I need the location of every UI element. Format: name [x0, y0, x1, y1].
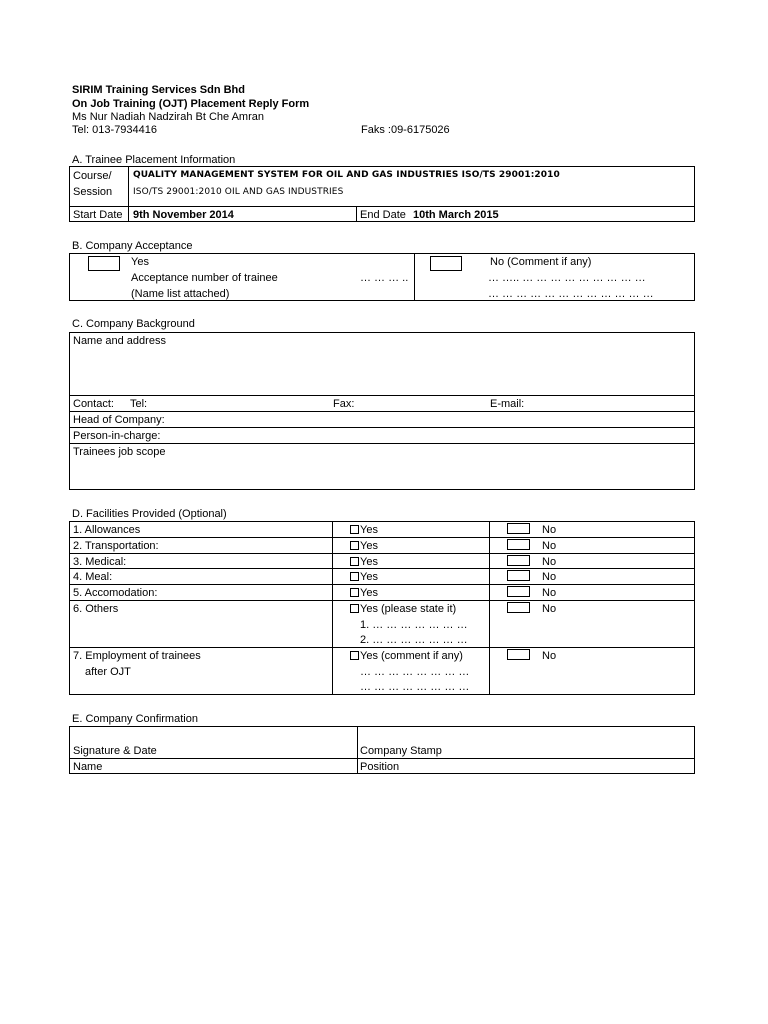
facility-label-others: 6. Others — [73, 603, 119, 615]
comment-line-1[interactable]: … ….. … … … … … … … … … — [488, 272, 646, 284]
fax-label: Fax: — [333, 398, 355, 410]
meal-no-label: No — [542, 571, 557, 583]
accomodation-no-checkbox[interactable] — [507, 586, 530, 597]
course-label: Course/ — [73, 170, 112, 182]
others-item-2[interactable]: 2. … … … … … … … — [360, 634, 468, 646]
transportation-no-checkbox[interactable] — [507, 539, 530, 550]
others-yes-checkbox[interactable] — [350, 604, 359, 613]
org-name: SIRIM Training Services Sdn Bhd — [72, 84, 245, 96]
others-yes-label: Yes (please state it) — [360, 603, 457, 615]
meal-yes-checkbox[interactable] — [350, 572, 359, 581]
section-b-title: B. Company Acceptance — [72, 240, 193, 252]
transportation-no-label: No — [542, 540, 557, 552]
company-stamp-label: Company Stamp — [360, 745, 442, 757]
accept-no-checkbox[interactable] — [430, 256, 462, 271]
accept-no-label: No (Comment if any) — [490, 256, 592, 268]
accomodation-yes-label: Yes — [360, 587, 378, 599]
transportation-yes-label: Yes — [360, 540, 378, 552]
name-label: Name — [73, 761, 103, 773]
employment-comment-2[interactable]: … … … … … … … … — [360, 681, 470, 693]
name-list-label: (Name list attached) — [131, 288, 230, 300]
session-label: Session — [73, 186, 113, 198]
transportation-yes-checkbox[interactable] — [350, 541, 359, 550]
name-address-label: Name and address — [73, 335, 166, 347]
allowances-no-checkbox[interactable] — [507, 523, 530, 534]
allowances-no-label: No — [542, 524, 557, 536]
medical-yes-checkbox[interactable] — [350, 557, 359, 566]
medical-no-checkbox[interactable] — [507, 555, 530, 566]
section-d-title: D. Facilities Provided (Optional) — [72, 508, 227, 520]
facility-label-employment: 7. Employment of trainees — [73, 650, 201, 662]
others-no-checkbox[interactable] — [507, 602, 530, 613]
section-e-title: E. Company Confirmation — [72, 713, 198, 725]
accept-yes-label: Yes — [131, 256, 149, 268]
facility-label-after-ojt: after OJT — [85, 666, 131, 678]
facility-label-medical: 3. Medical: — [73, 556, 127, 568]
employment-comment-1[interactable]: … … … … … … … … — [360, 666, 470, 678]
tel-label: Tel: — [130, 398, 148, 410]
acceptance-number-label: Acceptance number of trainee — [131, 272, 278, 284]
contact-name: Ms Nur Nadiah Nadzirah Bt Che Amran — [72, 111, 264, 123]
medical-yes-label: Yes — [360, 556, 378, 568]
course-value[interactable]: QUALITY MANAGEMENT SYSTEM FOR OIL AND GAS INDUSTRIES ISO/TS 29001:2010 — [133, 170, 560, 180]
contact-faks: Faks :09-6175026 — [361, 124, 450, 136]
meal-no-checkbox[interactable] — [507, 570, 530, 581]
start-date-label: Start Date — [73, 209, 123, 221]
meal-yes-label: Yes — [360, 571, 378, 583]
employment-yes-checkbox[interactable] — [350, 651, 359, 660]
accomodation-yes-checkbox[interactable] — [350, 588, 359, 597]
end-date-label: End Date — [360, 209, 406, 221]
session-value[interactable]: ISO/TS 29001:2010 OIL AND GAS INDUSTRIES — [133, 187, 344, 197]
person-in-charge-label: Person-in-charge: — [73, 430, 161, 442]
accomodation-no-label: No — [542, 587, 557, 599]
employment-yes-label: Yes (comment if any) — [360, 650, 463, 662]
facility-label-meal: 4. Meal: — [73, 571, 113, 583]
employment-no-label: No — [542, 650, 557, 662]
others-item-1[interactable]: 1. … … … … … … … — [360, 619, 468, 631]
job-scope-label: Trainees job scope — [73, 446, 166, 458]
contact-label: Contact: — [73, 398, 114, 410]
head-of-company-label: Head of Company: — [73, 414, 165, 426]
section-a-title: A. Trainee Placement Information — [72, 154, 236, 166]
employment-no-checkbox[interactable] — [507, 649, 530, 660]
allowances-yes-checkbox[interactable] — [350, 525, 359, 534]
facility-label-allowances: 1. Allowances — [73, 524, 141, 536]
start-date-value[interactable]: 9th November 2014 — [133, 209, 234, 221]
medical-no-label: No — [542, 556, 557, 568]
position-label: Position — [360, 761, 400, 773]
email-label: E-mail: — [490, 398, 525, 410]
acceptance-number-dots[interactable]: … … … .. — [360, 272, 409, 284]
end-date-value[interactable]: 10th March 2015 — [413, 209, 499, 221]
others-no-label: No — [542, 603, 557, 615]
contact-tel: Tel: 013-7934416 — [72, 124, 158, 136]
section-c-title: C. Company Background — [72, 318, 195, 330]
comment-line-2[interactable]: … … … … … … … … … … … … — [488, 288, 654, 300]
signature-date-label: Signature & Date — [73, 745, 157, 757]
facility-label-transportation: 2. Transportation: — [73, 540, 159, 552]
facility-label-accomodation: 5. Accomodation: — [73, 587, 158, 599]
form-title: On Job Training (OJT) Placement Reply Form — [72, 98, 310, 110]
accept-yes-checkbox[interactable] — [88, 256, 120, 271]
allowances-yes-label: Yes — [360, 524, 378, 536]
